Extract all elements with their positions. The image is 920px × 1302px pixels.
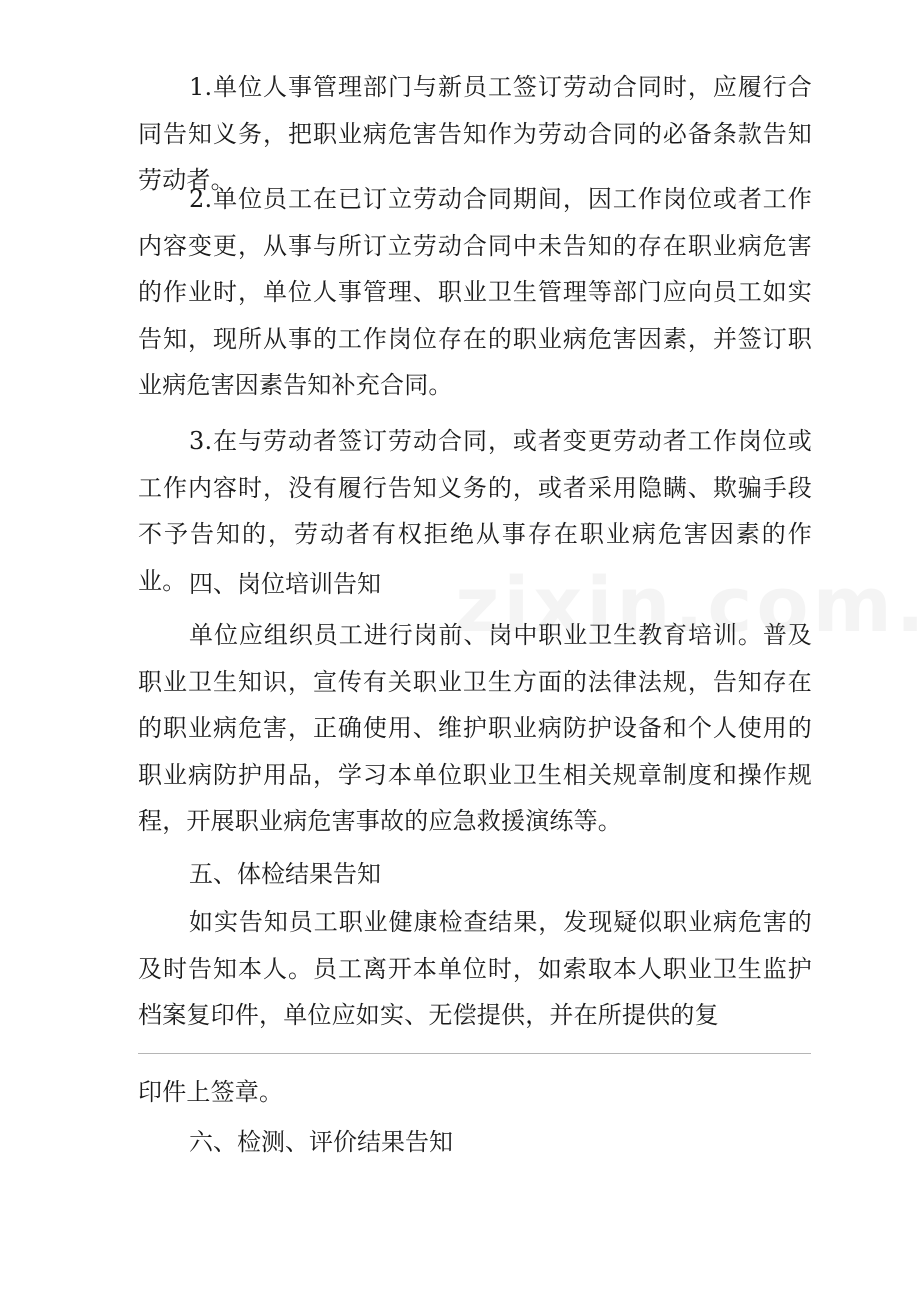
paragraph-4: 单位应组织员工进行岗前、岗中职业卫生教育培训。普及职业卫生知识，宣传有关职业卫生方面的法律法规，告知存在的职业病危害，正确使用、维护职业病防护设备和个人使用的职业病防护用品，学习本单位职业卫生相关规章制度和操作规程，开展职业病危害事故的应急救援演练等。 [138, 621, 812, 835]
section-heading-4: 四、岗位培训告知 [189, 570, 381, 598]
section-heading-6: 六、检测、评价结果告知 [189, 1128, 453, 1156]
paragraph-5-continued: 印件上签章。 [138, 1078, 284, 1106]
page-divider [138, 1053, 811, 1054]
section-heading-5: 五、体检结果告知 [189, 860, 381, 888]
paragraph-2: 2.单位员工在已订立劳动合同期间，因工作岗位或者工作内容变更，从事与所订立劳动合同中未告知的存在职业病危害的作业时，单位人事管理、职业卫生管理等部门应向员工如实告知，现所从事的工作岗位存在的职业病危害因素，并签订职业病危害因素告知补充合同。 [138, 185, 812, 399]
paragraph-5: 如实告知员工职业健康检查结果，发现疑似职业病危害的及时告知本人。员工离开本单位时，如索取本人职业卫生监护档案复印件，单位应如实、无偿提供，并在所提供的复 [138, 908, 812, 1029]
paragraph-1: 1.单位人事管理部门与新员工签订劳动合同时，应履行合同告知义务，把职业病危害告知作为劳动合同的必备条款告知劳动者。 [138, 73, 812, 194]
paragraph-3: 3.在与劳动者签订劳动合同，或者变更劳动者工作岗位或工作内容时，没有履行告知义务的，或者采用隐瞒、欺骗手段不予告知的，劳动者有权拒绝从事存在职业病危害因素的作业。 [138, 427, 812, 595]
